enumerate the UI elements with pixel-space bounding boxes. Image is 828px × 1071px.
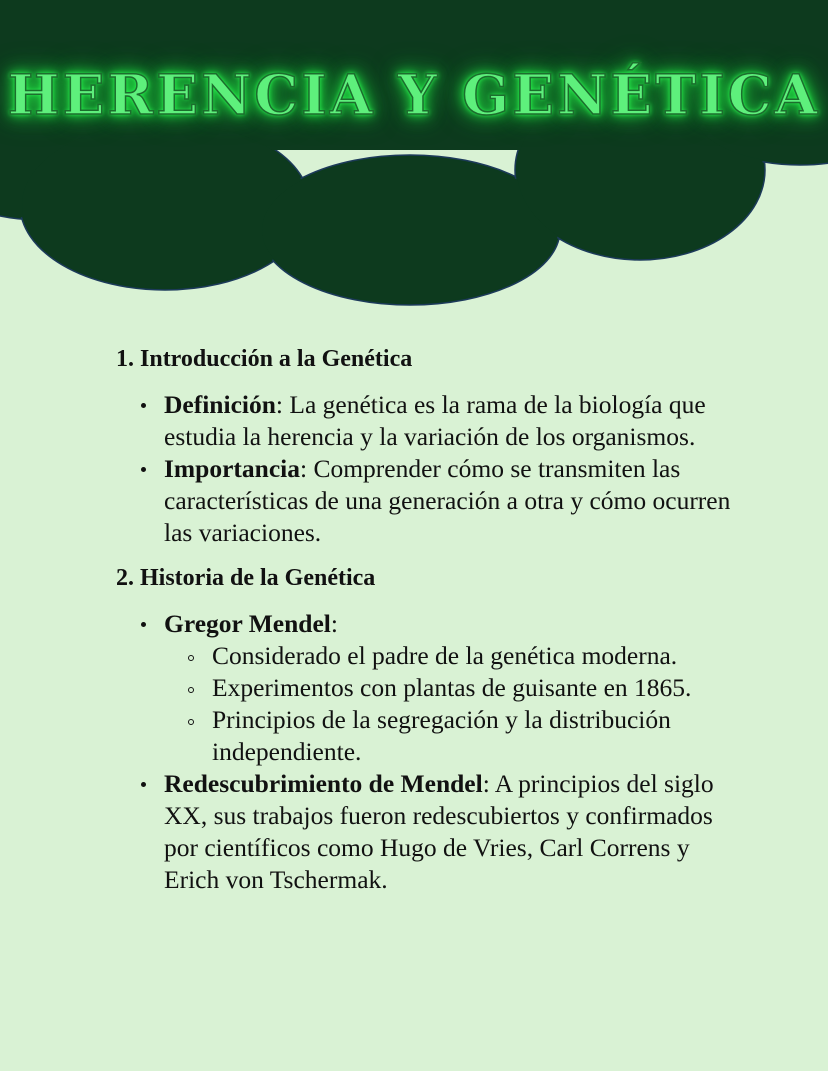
bullet-icon [141,782,146,787]
term-redescubrimiento: Redescubrimiento de Mendel [164,769,483,799]
text-importancia: : Comprender cómo se transmiten las características de una generación a otra y cómo ocurren las variaciones. [164,454,731,548]
term-definicion: Definición [164,390,276,420]
text-mendel: : [330,609,338,639]
sub-item [164,672,736,704]
text-redescubrimiento: : A principios del siglo XX, sus trabajos fueron redescubiertos y confirmados por científicos como Hugo de Vries, Carl Correns y Erich von Tschermak. [164,769,714,895]
section-heading-historia: 2. Historia de la Genética [116,565,376,592]
term-importancia: Importancia [164,454,300,484]
sub-item-text: Principios de la segregación y la distribución independiente. [212,705,671,767]
bullet-icon [141,622,146,627]
term-mendel: Gregor Mendel [164,609,331,639]
sub-item [164,640,736,672]
circle-bullet-icon [188,655,194,661]
bullet-icon [141,467,146,472]
circle-bullet-icon [188,719,194,725]
document-body [116,344,736,910]
header-cloud-shape [0,0,828,320]
text-definicion: : La genética es la rama de la biología que estudia la herencia y la variación de los organismos. [164,390,706,452]
sub-item-text: Experimentos con plantas de guisante en 1865. [212,673,692,703]
sub-item-text: Considerado el padre de la genética moderna. [212,641,678,671]
bullet-icon [141,403,146,408]
list-item-mendel [116,608,736,768]
list-item-importancia [116,453,736,549]
circle-bullet-icon [188,687,194,693]
intro-list [116,389,736,549]
mendel-sublist [164,640,736,768]
page-title: HERENCIA Y GENÉTICA [7,62,821,127]
list-item-redescubrimiento [116,768,736,896]
sub-item [164,704,736,768]
section-heading-intro: 1. Introducción a la Genética [116,346,413,372]
historia-list [116,608,736,896]
list-item-definicion [116,389,736,453]
